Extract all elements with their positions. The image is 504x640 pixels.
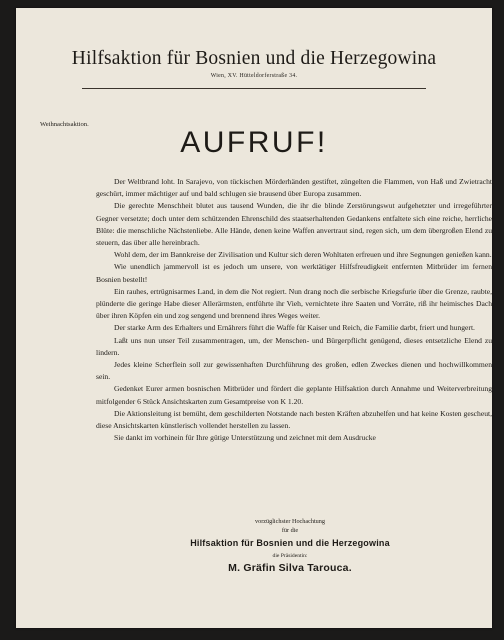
paragraph: Die gerechte Menschheit blutet aus tausend Wunden, die ihr die blinde Zerstörungswut aufgehetzter und irregeführter Gegner versetzte; doch unter dem schützenden Ehrenschild des staatserhaltenden Gedankens entfaltete sich eine reiche, herrliche Blüte: die menschliche Nächstenliebe. Alle Hände, denen keine Waffen anvertraut sind, regen sich, um dem übergroßen Elend zu steuern, das über alle hereinbrach. (96, 201, 492, 248)
paragraph: Der Weltbrand loht. In Sarajevo, von tückischen Mörderhänden gestiftet, züngelten die Flammen, von Haß und Zwietracht geschürt, immer mächtiger auf und bald schlugen sie brausend über Europa zusammen. (96, 177, 492, 199)
closing-for: für die (281, 527, 299, 534)
paragraph: Ein rauhes, ertrügnisarmes Land, in dem die Not regiert. Nun drang noch die serbische Kriegsfurie über die Grenze, raubte, plünderte die geringe Habe dieser Allerärmsten, entführte ihr Vieh, vernichtete ihre Saaten und Vorräte, riß ihr heimisches Dach über ihren Köpfen ein und zog sengend und brennend ihres Weges weiter. (96, 286, 492, 321)
paragraph: Sie dankt im vorhinein für Ihre gütige Unterstützung und zeichnet mit dem Ausdrucke (114, 433, 376, 443)
paragraph: Der starke Arm des Erhalters und Ernährers führt die Waffe für Kaiser und Reich, die Familie darbt, friert und hungert. (114, 323, 475, 333)
signatory-name: M. Gräfin Silva Tarouca. (228, 562, 352, 574)
page-title: AUFRUF! (180, 126, 328, 159)
paragraph: Jedes kleine Scherflein soll zur gewissenhaften Durchführung des großen, edlen Zweckes dienen und hochwillkommen sein. (96, 360, 492, 382)
closing-role: die Präsidentin: (272, 553, 308, 559)
letterhead-divider (82, 88, 426, 89)
closing-organization: Hilfsaktion für Bosnien und die Herzegowina (190, 538, 390, 548)
appeal-body (96, 176, 492, 444)
paragraph: Gedenket Eurer armen bosnischen Mitbrüder und fördert die geplante Hilfsaktion durch Annahme und Weiterverbreitung mitfolgender 6 Stück Ansichtskarten zum Gesamtpreise von K 1.20. (96, 384, 492, 406)
paragraph: Wie unendlich jammervoll ist es jedoch um unsere, von werktätiger Hilfsfreudigkeit entfernten Mitbrüder im fernen Bosnien bestellt! (96, 262, 492, 284)
paragraph: Die Aktionsleitung ist bemüht, dem geschilderten Notstande nach besten Kräften abzuhelfen und hat keine Kosten gescheut, diese Ansichtskarten künstlerisch vollendet herstellen zu lassen. (96, 408, 492, 431)
campaign-label: Weihnachtsaktion. (40, 121, 89, 128)
closing-regards: vorzüglichster Hochachtung (255, 518, 325, 525)
letterhead-title: Hilfsaktion für Bosnien und die Herzegowina (71, 48, 437, 69)
paragraph: Wohl dem, der im Bannkreise der Zivilisation und Kultur sich deren Wohltaten erfreuen und ihre Segnungen genießen kann. (114, 250, 492, 260)
letterhead-address: Wien, XV. Hütteldorferstraße 34. (210, 73, 298, 79)
paragraph: Laßt uns nun unser Teil zusammentragen, um, der Menschen- und Bürgerpflicht genügend, dieses entsetzliche Elend zu lindern. (96, 335, 492, 357)
document-page (16, 8, 492, 628)
